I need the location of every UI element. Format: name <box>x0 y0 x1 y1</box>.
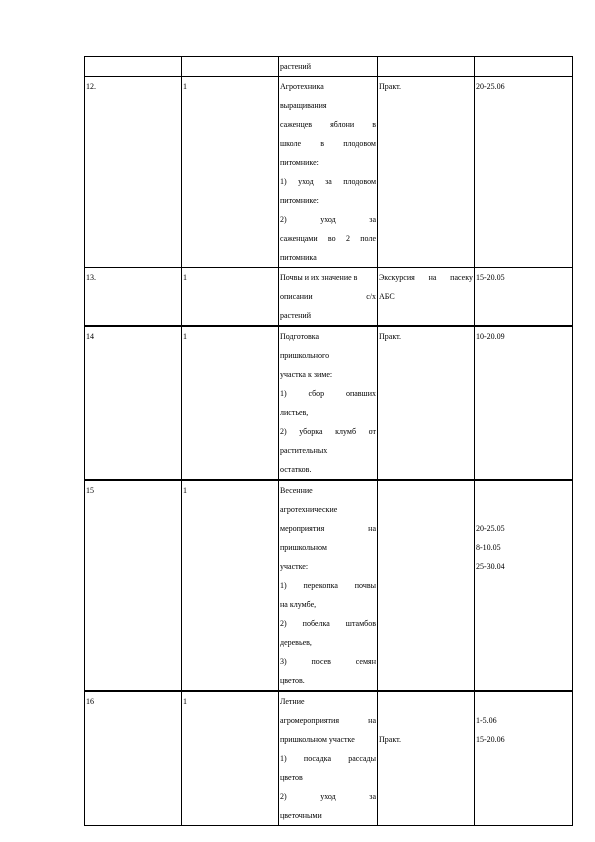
cell-number: 12. <box>85 77 182 268</box>
cell-number <box>85 57 182 77</box>
cell-date <box>475 57 573 77</box>
cell-type <box>378 268 475 327</box>
content-line: 2) уход за <box>280 215 376 224</box>
table-row <box>85 57 573 77</box>
cell-hours: 1 <box>182 268 279 327</box>
cell-type <box>378 57 475 77</box>
cell-number: 15 <box>85 480 182 691</box>
content-line: пришкольного <box>280 351 330 360</box>
type-line: Практ. <box>379 735 402 744</box>
content-line: 2) уход за <box>280 792 376 801</box>
date-line: 8-10.05 <box>476 543 501 552</box>
content-line: питомнике: <box>280 196 319 205</box>
content-line: агротехнические <box>280 505 338 514</box>
content-line: деревьев, <box>280 638 312 647</box>
content-line: 2) уборка клумб от <box>280 427 376 436</box>
content-line: питомника <box>280 253 317 262</box>
content-line: участка к зиме: <box>280 370 333 379</box>
cell-content <box>279 326 378 480</box>
content-line: цветов <box>280 773 303 782</box>
table-row <box>85 268 573 327</box>
cell-type <box>378 480 475 691</box>
cell-hours <box>182 57 279 77</box>
cell-content <box>279 77 378 268</box>
plan-table <box>84 56 573 826</box>
content-line: цветов. <box>280 676 305 685</box>
cell-content <box>279 268 378 327</box>
content-line: 2) побелка штамбов <box>280 619 376 628</box>
date-line: 20-25.05 <box>476 524 505 533</box>
content-line: пришкольном участке <box>280 735 355 744</box>
cell-content <box>279 691 378 826</box>
content-line: цветочными <box>280 811 322 820</box>
cell-content <box>279 480 378 691</box>
cell-date: 10-20.09 <box>475 326 573 480</box>
cell-date <box>475 691 573 826</box>
cell-date: 20-25.06 <box>475 77 573 268</box>
table-row <box>85 326 573 480</box>
content-line: описании с/х <box>280 292 376 301</box>
cell-type: Практ. <box>378 326 475 480</box>
type-line: АБС <box>379 292 395 301</box>
content-line: выращивания <box>280 101 327 110</box>
cell-hours: 1 <box>182 326 279 480</box>
cell-number: 16 <box>85 691 182 826</box>
cell-hours: 1 <box>182 480 279 691</box>
content-line: листьев, <box>280 408 309 417</box>
type-line: Экскурсия на пасеку <box>379 273 473 282</box>
content-line: школе в плодовом <box>280 139 376 148</box>
table-row <box>85 77 573 268</box>
content-line: остатков. <box>280 465 312 474</box>
content-line: саженцев яблони в <box>280 120 376 129</box>
date-line: 15-20.06 <box>476 735 505 744</box>
content-line: питомнике: <box>280 158 319 167</box>
cell-type <box>378 691 475 826</box>
content-line: пришкольном <box>280 543 327 552</box>
content-line: 1) перекопка почвы <box>280 581 376 590</box>
cell-number: 14 <box>85 326 182 480</box>
content-line: саженцами во 2 поле <box>280 234 376 243</box>
content-line: 1) уход за плодовом <box>280 177 376 186</box>
content-line: Подготовка <box>280 332 320 341</box>
content-line: растений <box>280 311 311 320</box>
content-line: мероприятия на <box>280 524 376 533</box>
content-line: на клумбе, <box>280 600 317 609</box>
content-line: 1) сбор опавших <box>280 389 376 398</box>
cell-content <box>279 57 378 77</box>
cell-hours: 1 <box>182 77 279 268</box>
cell-hours: 1 <box>182 691 279 826</box>
cell-type: Практ. <box>378 77 475 268</box>
table-row <box>85 480 573 691</box>
content-line: Почвы и их значение в <box>280 273 358 282</box>
cell-date: 15-20.05 <box>475 268 573 327</box>
cell-number: 13. <box>85 268 182 327</box>
date-line: 1-5.06 <box>476 716 497 725</box>
content-line: Агротехника <box>280 82 324 91</box>
date-line: 25-30.04 <box>476 562 505 571</box>
content-line: растений <box>280 62 311 71</box>
content-line: 1) посадка рассады <box>280 754 376 763</box>
content-line: Весенние <box>280 486 313 495</box>
cell-date <box>475 480 573 691</box>
table-row <box>85 691 573 826</box>
content-line: растительных <box>280 446 328 455</box>
content-line: Летние <box>280 697 305 706</box>
content-line: участке: <box>280 562 309 571</box>
content-line: 3) посев семян <box>280 657 376 666</box>
content-line: агромероприятия на <box>280 716 376 725</box>
